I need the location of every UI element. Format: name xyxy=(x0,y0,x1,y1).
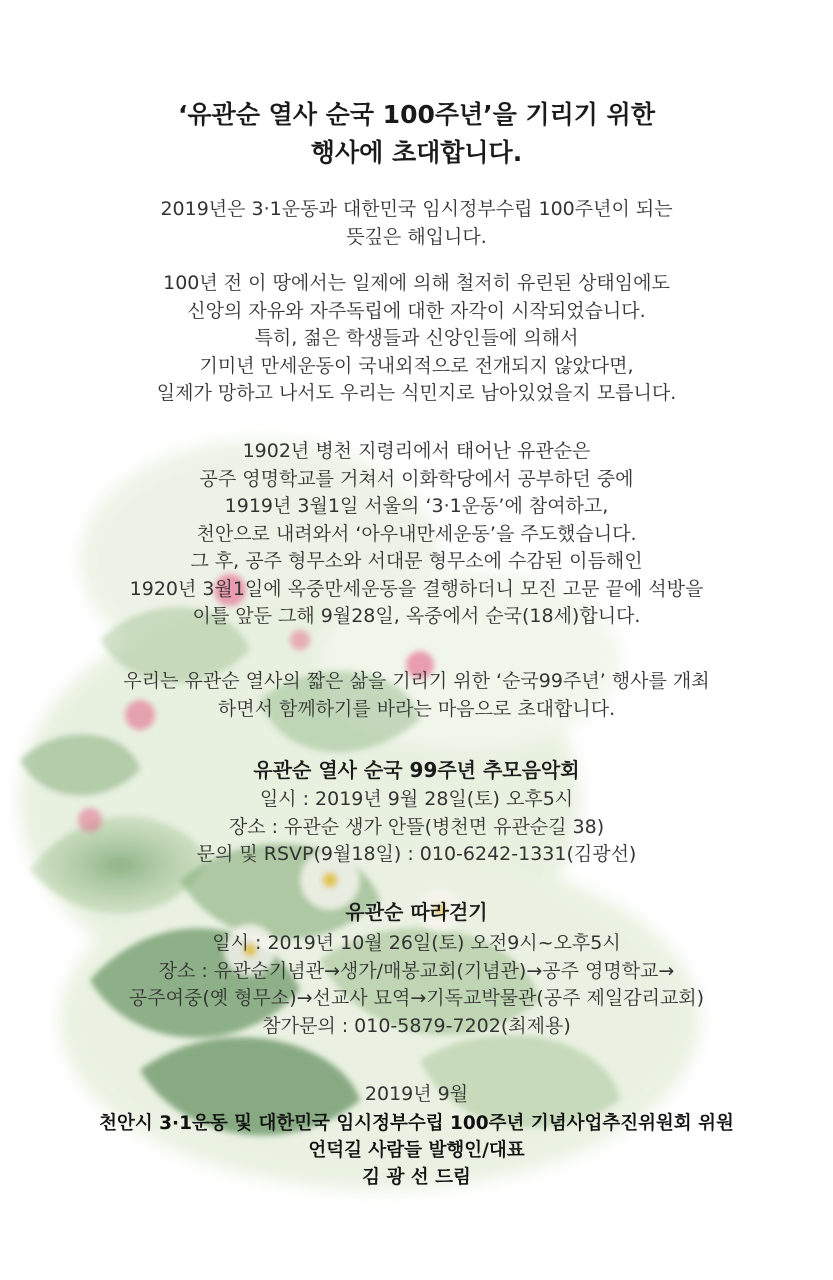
biography-paragraph xyxy=(0,438,833,631)
history-paragraph xyxy=(0,270,833,408)
intro-line: 2019년은 3·1운동과 대한민국 임시정부수립 100주년이 되는 xyxy=(160,198,673,220)
title-line-2: 행사에 초대합니다. xyxy=(310,138,523,167)
walk-date: 일시 : 2019년 10월 26일(토) 오전9시~오후5시 xyxy=(212,932,621,954)
walk-title: 유관순 따라걷기 xyxy=(345,900,488,924)
concert-place: 장소 : 유관순 생가 안뜰(병천면 유관순길 38) xyxy=(228,815,605,838)
flower-center-1 xyxy=(322,872,338,888)
concert-title: 유관순 열사 순국 99주년 추모음악회 xyxy=(253,758,580,782)
intro-line: 뜻깊은 해입니다. xyxy=(346,225,487,248)
invite-paragraph xyxy=(0,668,833,723)
biography-line: 1902년 병천 지령리에서 태어난 유관순은 xyxy=(242,440,591,462)
invite-line: 하면서 함께하기를 바라는 마음으로 초대합니다. xyxy=(217,697,616,720)
issue-date: 2019년 9월 xyxy=(364,1083,469,1105)
walk-route: 장소 : 유관순기념관→생가/매봉교회(기념관)→공주 영명학교→ xyxy=(158,959,675,982)
concert-date: 일시 : 2019년 9월 28일(토) 오후5시 xyxy=(259,788,574,810)
walk-details xyxy=(0,930,833,1040)
biography-line: 그 후, 공주 형무소와 서대문 형무소에 수감된 이듬해인 xyxy=(190,550,643,572)
history-line: 일제가 망하고 나서도 우리는 식민지로 남아있었을지 모릅니다. xyxy=(156,382,677,404)
invite-line: 우리는 유관순 열사의 짧은 삶을 기리기 위한 ‘순국99주년’ 행사를 개최 xyxy=(123,670,710,692)
biography-line: 1920년 3월1일에 옥중만세운동을 결행하더니 모진 고문 끝에 석방을 xyxy=(129,577,704,600)
walk-route: 공주여중(옛 형무소)→선교사 묘역→기독교박물관(공주 제일감리교회) xyxy=(128,987,705,1009)
biography-line: 이틀 앞둔 그해 9월28일, 옥중에서 순국(18세)합니다. xyxy=(192,605,641,627)
signature-block xyxy=(0,1110,833,1191)
history-line: 특히, 젊은 학생들과 신앙인들에 의해서 xyxy=(254,327,579,349)
walk-contact: 참가문의 : 010-5879-7202(최제용) xyxy=(262,1014,571,1037)
title-line-1: ‘유관순 열사 순국 100주년’을 기리기 위한 xyxy=(178,100,655,129)
signer-title: 언덕길 사람들 발행인/대표 xyxy=(308,1140,525,1161)
pink-flower-5 xyxy=(290,630,310,650)
concert-details xyxy=(0,786,833,869)
intro-paragraph xyxy=(0,196,833,251)
history-line: 신앙의 자유와 자주독립에 대한 자각이 시작되었습니다. xyxy=(187,299,646,322)
signer-affiliation: 천안시 3·1운동 및 대한민국 임시정부수립 100주년 기념사업추진위원회 위원 xyxy=(99,1113,734,1134)
signer-name: 김 광 선 드림 xyxy=(362,1167,471,1188)
history-line: 100년 전 이 땅에서는 일제에 의해 철저히 유린된 상태임에도 xyxy=(163,272,670,294)
biography-line: 1919년 3월1일 서울의 ‘3·1운동’에 참여하고, xyxy=(224,495,609,517)
invitation-title xyxy=(0,96,833,172)
concert-rsvp: 문의 및 RSVP(9월18일) : 010-6242-1331(김광선) xyxy=(196,843,637,865)
biography-line: 공주 영명학교를 거쳐서 이화학당에서 공부하던 중에 xyxy=(199,467,634,490)
biography-line: 천안으로 내려와서 ‘아우내만세운동’을 주도했습니다. xyxy=(196,522,637,545)
history-line: 기미년 만세운동이 국내외적으로 전개되지 않았다면, xyxy=(199,354,634,377)
